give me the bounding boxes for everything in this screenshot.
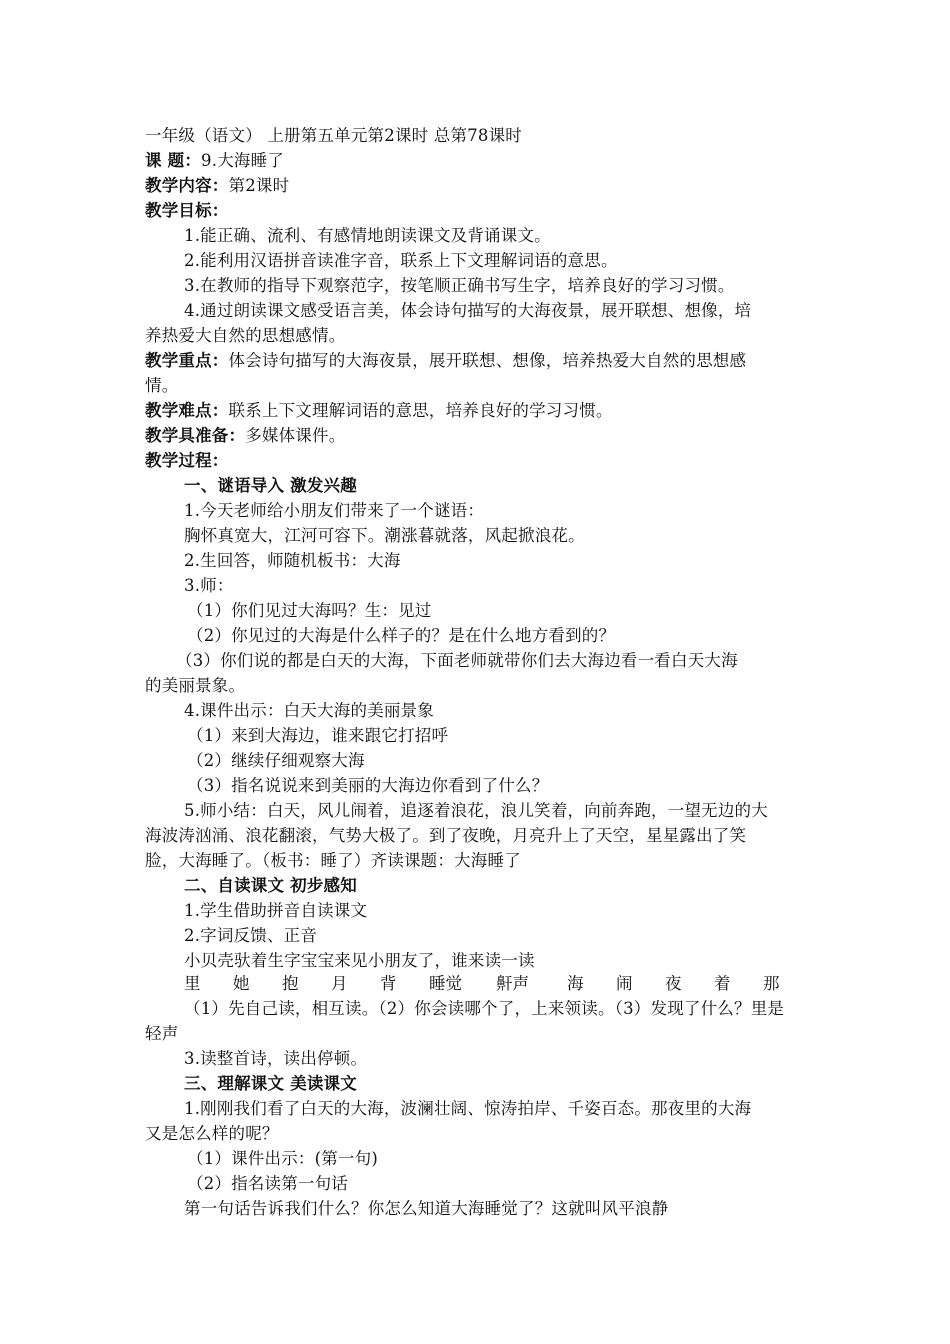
section2-line: 3.读整首诗，读出停顿。 — [184, 1049, 368, 1068]
section2-line: 2.字词反馈、正音 — [184, 926, 318, 945]
tools-label: 教学具准备： — [145, 426, 246, 445]
key-points-row — [145, 349, 810, 374]
section2-line: 轻声 — [145, 1024, 179, 1043]
section1-line: （1）你们见过大海吗？生：见过 — [187, 601, 432, 620]
section1-line: 5.师小结：白天，风儿闹着，追逐着浪花，浪儿笑着，向前奔跑，一望无边的大 — [184, 801, 768, 820]
section2-line: 1.学生借助拼音自读课文 — [184, 901, 368, 920]
topic-row — [145, 149, 810, 174]
character-item: 鼾声 — [496, 974, 529, 993]
section1-line: 1.今天老师给小朋友们带来了一个谜语： — [184, 501, 485, 520]
character-item: 睡觉 — [429, 974, 462, 993]
tools-row — [145, 424, 810, 449]
header-line: 一年级（语文） 上册第五单元第2课时 总第78课时 — [145, 126, 522, 145]
difficulties-row — [145, 399, 810, 424]
character-item: 抱 — [282, 974, 299, 993]
key-points-cont: 情。 — [145, 376, 179, 395]
section1-line: 脸，大海睡了。（板书：睡了）齐读课题：大海睡了 — [145, 851, 521, 870]
key-points-value: 体会诗句描写的大海夜景，展开联想、想像，培养热爱大自然的思想感 — [228, 351, 747, 370]
character-item: 海 — [567, 974, 584, 993]
section1-line: 胸怀真宽大，江河可容下。潮涨暮就落，风起掀浪花。 — [184, 526, 585, 545]
section2-line: （1）先自己读，相互读。（2）你会读哪个了，上来领读。（3）发现了什么？里是 — [184, 999, 785, 1018]
section1-line: （3）你们说的都是白天的大海，下面老师就带你们去大海边看一看白天大海 — [176, 651, 738, 670]
section3-line: 第一句话告诉我们什么？你怎么知道大海睡觉了？这就叫风平浪静 — [184, 1199, 669, 1218]
section3-line: 又是怎么样的呢？ — [145, 1124, 279, 1143]
character-item: 夜 — [665, 974, 682, 993]
tools-value: 多媒体课件。 — [245, 426, 346, 445]
section1-line: 2.生回答，师随机板书：大海 — [184, 551, 401, 570]
section3-line: 1.刚刚我们看了白天的大海，波澜壮阔、惊涛拍岸、千姿百态。那夜里的大海 — [184, 1099, 752, 1118]
character-item: 闹 — [616, 974, 633, 993]
goal-item: 4.通过朗读课文感受语言美，体会诗句描写的大海夜景，展开联想、想像，培 — [184, 301, 752, 320]
section1-line: （2）你见过的大海是什么样子的？是在什么地方看到的？ — [187, 626, 616, 645]
content-label: 教学内容： — [145, 176, 229, 195]
section3-heading: 三、理解课文 美读课文 — [184, 1074, 357, 1093]
character-list — [184, 972, 784, 997]
section1-heading: 一、谜语导入 激发兴趣 — [184, 476, 357, 495]
section2-line: 小贝壳驮着生字宝宝来见小朋友了，谁来读一读 — [184, 951, 535, 970]
character-item: 月 — [331, 974, 348, 993]
section1-line: 的美丽景象。 — [145, 676, 246, 695]
content-value: 第2课时 — [228, 176, 290, 195]
content-row — [145, 174, 810, 199]
difficulties-value: 联系上下文理解词语的意思，培养良好的学习习惯。 — [228, 401, 613, 420]
section1-line: （1）来到大海边，谁来跟它打招呼 — [187, 726, 449, 745]
section1-line: 4.课件出示：白天大海的美丽景象 — [184, 701, 434, 720]
character-item: 着 — [714, 974, 731, 993]
character-item: 里 — [184, 974, 201, 993]
section2-heading: 二、自读课文 初步感知 — [184, 876, 357, 895]
section1-line: （3）指名说说来到美丽的大海边你看到了什么？ — [187, 776, 549, 795]
section1-line: 3.师： — [184, 576, 234, 595]
difficulties-label: 教学难点： — [145, 401, 229, 420]
topic-value: 9.大海睡了 — [201, 151, 284, 170]
section1-line: （2）继续仔细观察大海 — [187, 751, 365, 770]
section3-line: （1）课件出示：(第一句) — [187, 1149, 378, 1168]
section1-line: 海波涛汹涌、浪花翻滚，气势大极了。到了夜晚，月亮升上了天空，星星露出了笑 — [145, 826, 747, 845]
process-label: 教学过程： — [145, 451, 229, 470]
character-item: 她 — [233, 974, 250, 993]
goal-item: 3.在教师的指导下观察范字，按笔顺正确书写生字，培养良好的学习习惯。 — [184, 276, 735, 295]
topic-label: 课 题： — [145, 151, 202, 170]
character-item: 那 — [763, 974, 780, 993]
goal-item: 1.能正确、流利、有感情地朗读课文及背诵课文。 — [184, 226, 551, 245]
key-points-label: 教学重点： — [145, 351, 229, 370]
section3-line: （2）指名读第一句话 — [187, 1174, 348, 1193]
character-item: 背 — [380, 974, 397, 993]
goals-label: 教学目标： — [145, 201, 229, 220]
goal-item-cont: 养热爱大自然的思想感情。 — [145, 326, 346, 345]
goal-item: 2.能利用汉语拼音读准字音，联系上下文理解词语的意思。 — [184, 251, 618, 270]
